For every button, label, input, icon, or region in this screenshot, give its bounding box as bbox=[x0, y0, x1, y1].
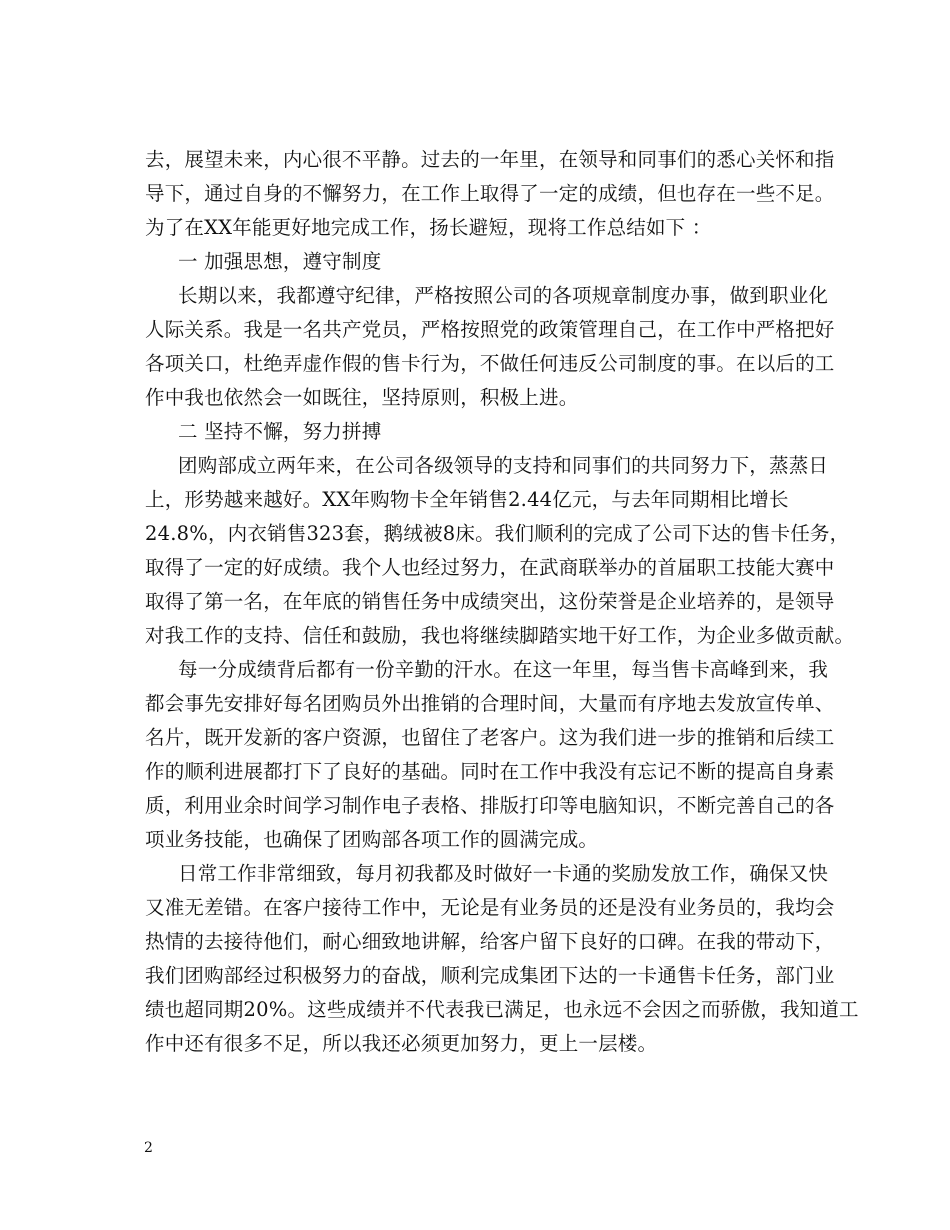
text-line: 取得了第一名，在年底的销售任务中成绩突出，这份荣誉是企业培养的，是领导 bbox=[145, 590, 835, 613]
section-heading: 一 加强思想，遵守制度 bbox=[178, 250, 382, 273]
text-line: 作的顺利进展都打下了良好的基础。同时在工作中我没有忘记不断的提高自身素 bbox=[145, 760, 835, 783]
text-line: 日常工作非常细致，每月初我都及时做好一卡通的奖励发放工作，确保又快 bbox=[178, 862, 829, 885]
text-line: 都会事先安排好每名团购员外出推销的合理时间，大量而有序地去发放宣传单、 bbox=[145, 692, 835, 715]
text-line: 每一分成绩背后都有一份辛勤的汗水。在这一年里，每当售卡高峰到来，我 bbox=[178, 658, 829, 681]
text-line: 取得了一定的好成绩。我个人也经过努力，在武商联举办的首届职工技能大赛中 bbox=[145, 556, 835, 579]
text-line: 24.8%，内衣销售323套，鹅绒被8床。我们顺利的完成了公司下达的售卡任务， bbox=[145, 522, 850, 545]
text-line: 我们团购部经过积极努力的奋战，顺利完成集团下达的一卡通售卡任务，部门业 bbox=[145, 964, 835, 987]
text-line: 热情的去接待他们，耐心细致地讲解，给客户留下良好的口碑。在我的带动下， bbox=[145, 930, 835, 953]
text-line: 质，利用业余时间学习制作电子表格、排版打印等电脑知识，不断完善自己的各 bbox=[145, 794, 835, 817]
section-heading: 二 坚持不懈，努力拼搏 bbox=[178, 420, 382, 443]
text-line: 绩也超同期20%。这些成绩并不代表我已满足，也永远不会因之而骄傲，我知道工 bbox=[145, 998, 859, 1021]
text-line: 又准无差错。在客户接待工作中，无论是有业务员的还是没有业务员的，我均会 bbox=[145, 896, 835, 919]
text-line: 项业务技能，也确保了团购部各项工作的圆满完成。 bbox=[145, 828, 599, 851]
text-line: 为了在XX年能更好地完成工作，扬长避短，现将工作总结如下 ： bbox=[145, 216, 712, 239]
text-line: 团购部成立两年来，在公司各级领导的支持和同事们的共同努力下，蒸蒸日 bbox=[178, 454, 829, 477]
text-line: 作中我也依然会一如既往，坚持原则，积极上进。 bbox=[145, 386, 579, 409]
text-line: 导下，通过自身的不懈努力，在工作上取得了一定的成绩，但也存在一些不足。 bbox=[145, 182, 835, 205]
text-line: 长期以来，我都遵守纪律，严格按照公司的各项规章制度办事，做到职业化 bbox=[178, 284, 829, 307]
text-line: 人际关系。我是一名共产党员，严格按照党的政策管理自己，在工作中严格把好 bbox=[145, 318, 835, 341]
page-number: 2 bbox=[144, 1140, 153, 1156]
text-line: 对我工作的支持、信任和鼓励，我也将继续脚踏实地干好工作，为企业多做贡献。 bbox=[145, 624, 855, 647]
text-line: 名片，既开发新的客户资源，也留住了老客户。这为我们进一步的推销和后续工 bbox=[145, 726, 835, 749]
text-line: 去，展望未来，内心很不平静。过去的一年里，在领导和同事们的悉心关怀和指 bbox=[145, 148, 835, 171]
text-line: 上，形势越来越好。XX年购物卡全年销售2.44亿元，与去年同期相比增长 bbox=[145, 488, 789, 511]
text-line: 作中还有很多不足，所以我还必须更加努力，更上一层楼。 bbox=[145, 1032, 658, 1055]
text-line: 各项关口，杜绝弄虚作假的售卡行为，不做任何违反公司制度的事。在以后的工 bbox=[145, 352, 835, 375]
